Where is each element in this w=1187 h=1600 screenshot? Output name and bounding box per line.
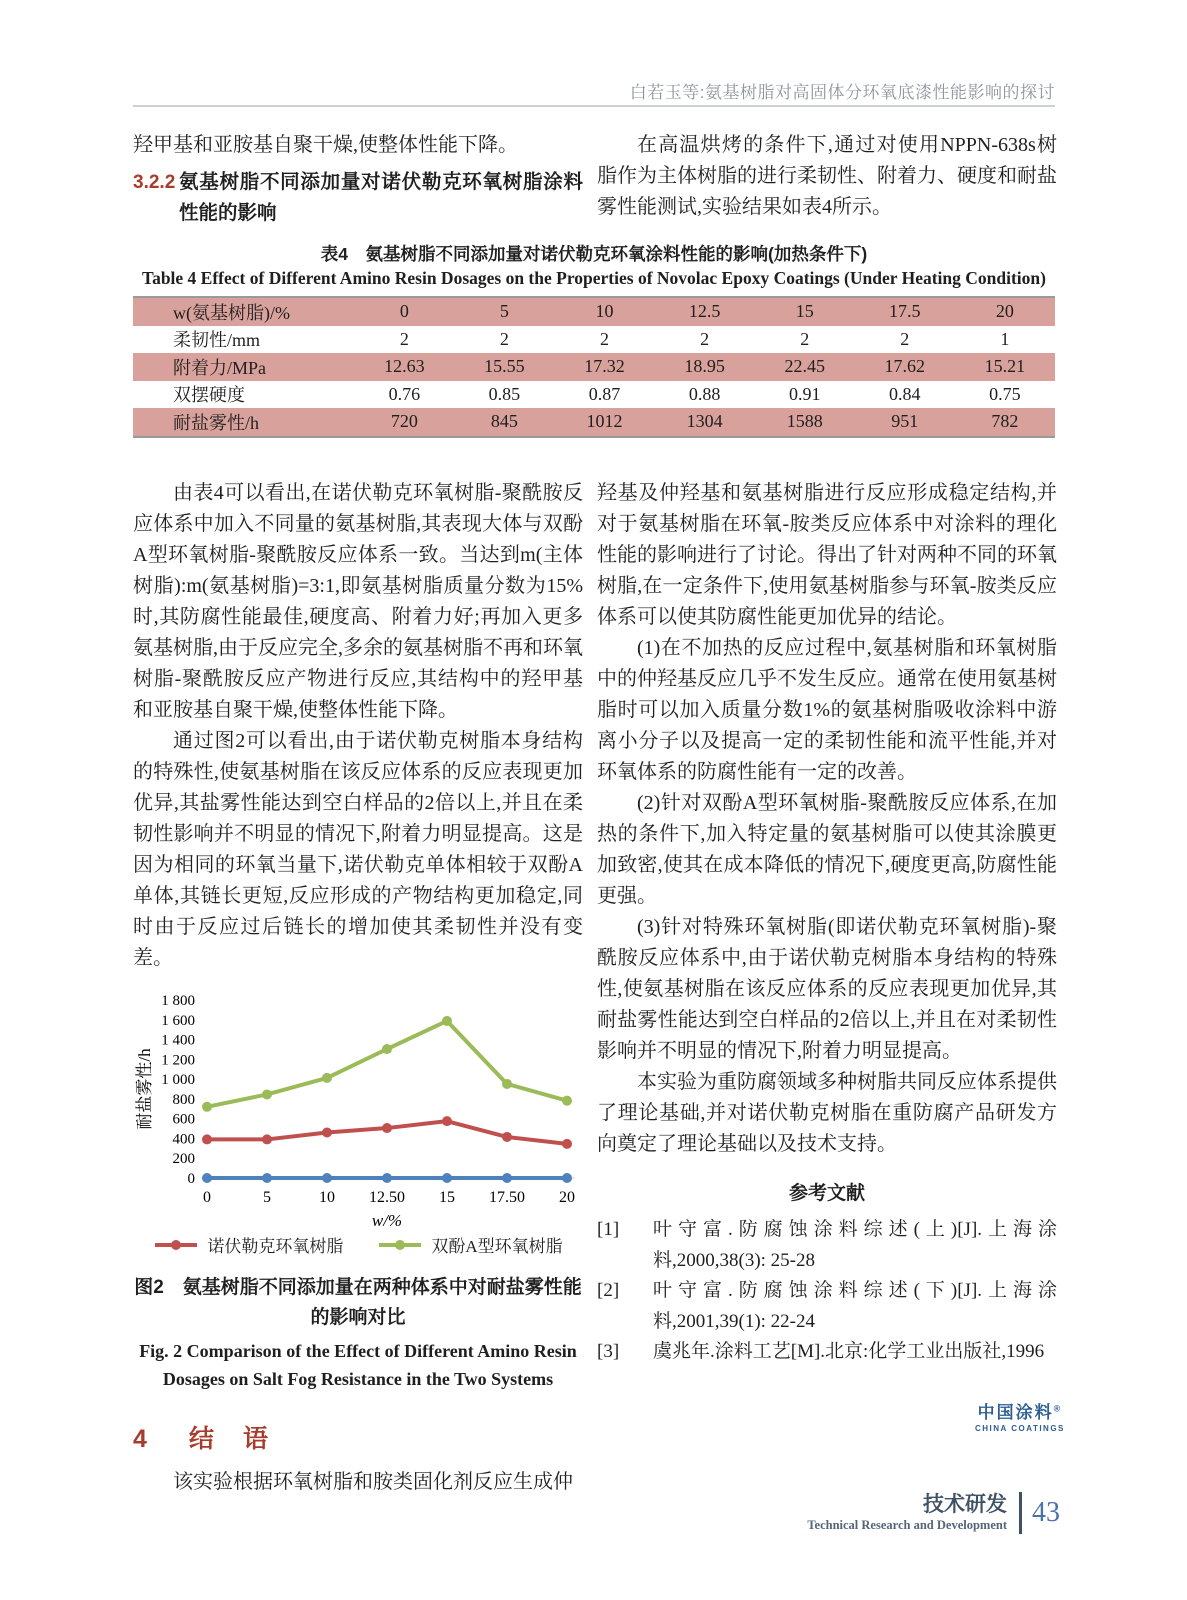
x-tick-label: 17.50 <box>489 1189 525 1206</box>
x-tick-label: 0 <box>203 1189 211 1206</box>
footer-section-zh: 技术研发 <box>923 1493 1007 1516</box>
table-cell: 2 <box>499 328 509 349</box>
table-cell: 12.63 <box>384 356 425 377</box>
table-cell: 0.87 <box>588 383 621 404</box>
table-cell: 951 <box>891 411 919 432</box>
row-label: 柔韧性/mm <box>173 330 261 351</box>
reference-text: 叶守富.防腐蚀涂料综述(上)[J].上海涂料,2000,38(3): 25-28 <box>653 1219 1057 1271</box>
legend-marker-icon <box>377 1239 423 1251</box>
data-point <box>382 1123 392 1133</box>
reference-number: [1] <box>597 1219 620 1240</box>
x-axis-label: w/% <box>371 1211 403 1230</box>
y-tick-label: 600 <box>172 1111 195 1128</box>
reference-item <box>597 1337 1057 1368</box>
section-title: 结 语 <box>189 1425 271 1453</box>
section-number: 4 <box>133 1425 147 1453</box>
table-cell: 1012 <box>586 411 623 432</box>
data-point <box>382 1173 392 1183</box>
data-point <box>502 1132 512 1142</box>
data-point <box>562 1096 572 1106</box>
data-point <box>322 1173 332 1183</box>
data-point <box>322 1073 332 1083</box>
reference-number: [2] <box>597 1280 620 1301</box>
data-point <box>202 1102 212 1112</box>
table-cell: 15.55 <box>484 356 525 377</box>
row-label: 双摆硬度 <box>173 385 245 406</box>
data-point <box>262 1089 272 1099</box>
table-4 <box>133 296 1055 438</box>
table-cell: 22.45 <box>784 356 825 377</box>
body-paragraph: 该实验根据环氧树脂和胺类固化剂反应生成仲 <box>173 1471 573 1493</box>
data-point <box>262 1134 272 1144</box>
right-column <box>597 478 1057 1368</box>
table-cell: 0.85 <box>488 383 521 404</box>
logo-text-zh: 中国涂料® <box>977 1403 1063 1422</box>
body-paragraph: 通过图2可以看出,由于诺伏勒克树脂本身结构的特殊性,使氨基树脂在该反应体系的反应表现更加优异,其盐雾性能达到空白样品的2倍以上,并且在柔韧性影响并不明显的情况下,附着力明显提高。这是因为相同的环氧当量下,诺伏勒克单体相较于双酚A单体,其链长更短,反应形成的产物结构更加稳定,同时由于反应过后链长的增加使其柔韧性并没有变差。 <box>133 730 583 969</box>
series-line <box>207 1021 567 1107</box>
footer-column-name <box>807 1493 1007 1533</box>
table-cell: 0 <box>399 301 409 322</box>
reference-text: 叶守富.防腐蚀涂料综述(下)[J].上海涂料,2001,39(1): 22-24 <box>653 1280 1057 1332</box>
y-tick-label: 800 <box>172 1091 195 1108</box>
y-tick-label: 200 <box>172 1151 195 1168</box>
table-cell: 17.5 <box>889 301 921 322</box>
table-cell: 845 <box>490 411 518 432</box>
references-heading: 参考文献 <box>788 1183 865 1204</box>
data-point <box>442 1016 452 1026</box>
left-column <box>133 478 583 1498</box>
table-cell: 2 <box>800 328 810 349</box>
chart-legend <box>133 1232 583 1257</box>
table-cell: 5 <box>499 301 509 322</box>
reference-number: [3] <box>597 1341 620 1362</box>
y-tick-label: 1 600 <box>161 1012 195 1029</box>
table-caption-zh: 表4 氨基树脂不同添加量对诺伏勒克环氧涂料性能的影响(加热条件下) <box>320 244 868 264</box>
row-label: 耐盐雾性/h <box>173 412 260 433</box>
table-cell: 0.75 <box>989 383 1021 404</box>
table-cell: 15.21 <box>984 356 1026 377</box>
section-heading-4 <box>133 1419 583 1455</box>
legend-item <box>153 1232 343 1257</box>
y-axis-label: 耐盐雾性/h <box>135 1048 154 1130</box>
table-cell: 17.32 <box>584 356 625 377</box>
table-cell: 2 <box>600 328 609 349</box>
x-tick-label: 5 <box>263 1189 271 1206</box>
y-tick-label: 1 000 <box>161 1072 195 1089</box>
y-tick-label: 1 200 <box>161 1052 195 1069</box>
x-tick-label: 12.50 <box>369 1189 405 1206</box>
body-paragraph: 由表4可以看出,在诺伏勒克环氧树脂-聚酰胺反应体系中加入不同量的氨基树脂,其表现大体与双酚A型环氧树脂-聚酰胺反应体系一致。当达到m(主体树脂):m(氨基树脂)=3:1,即氨基树脂质量分数为15%时,其防腐性能最佳,硬度高、附着力好;再加入更多氨基树脂,由于反应完全,多余的氨基树脂不再和环氧树脂-聚酰胺反应产物进行反应,其结构中的羟甲基和亚胺基自聚干燥,使整体性能下降。 <box>133 482 583 721</box>
data-point <box>262 1173 272 1183</box>
table-row <box>133 297 1055 326</box>
legend-label: 诺伏勒克环氧树脂 <box>207 1237 344 1256</box>
data-point <box>502 1173 512 1183</box>
table-cell: 1 <box>1000 328 1010 349</box>
y-tick-label: 400 <box>172 1131 195 1148</box>
legend-label: 双酚A型环氧树脂 <box>431 1237 563 1256</box>
table-cell: 20 <box>995 301 1014 322</box>
body-paragraph: 羟甲基和亚胺基自聚干燥,使整体性能下降。 <box>133 134 518 156</box>
page-footer <box>807 1492 1060 1534</box>
table-cell: 12.5 <box>688 301 721 322</box>
logo-text-en: CHINA COATINGS <box>975 1424 1065 1433</box>
body-paragraph: 在高温烘烤的条件下,通过对使用NPPN-638s树脂作为主体树脂的进行柔韧性、附着力、硬度和耐盐雾性能测试,实验结果如表4所示。 <box>597 134 1057 218</box>
table-cell: 0.84 <box>889 383 921 404</box>
table-caption-en: Table 4 Effect of Different Amino Resin Dosages on the Properties of Novolac Epoxy Coatings (Under Heating Condition) <box>142 268 1046 288</box>
x-tick-label: 20 <box>559 1189 575 1206</box>
table-cell: 720 <box>390 411 418 432</box>
reference-item <box>597 1276 1057 1337</box>
table-cell: 0.76 <box>388 383 421 404</box>
data-point <box>562 1139 572 1149</box>
table-cell: 17.62 <box>884 356 926 377</box>
running-head: 白若玉等:氨基树脂对高固体分环氧底漆性能影响的探讨 <box>629 83 1055 102</box>
legend-marker-icon <box>153 1239 199 1251</box>
header-rule <box>133 105 1055 107</box>
section-number: 3.2.2 <box>133 172 176 193</box>
table-cell: 1588 <box>786 411 823 432</box>
table-cell: 18.95 <box>684 356 725 377</box>
body-paragraph: (2)针对双酚A型环氧树脂-聚酰胺反应体系,在加热的条件下,加入特定量的氨基树脂可以使其涂膜更加致密,使其在成本降低的情况下,硬度更高,防腐性能更强。 <box>597 792 1057 907</box>
table-cell: 15 <box>795 301 814 322</box>
table-cell: 2 <box>900 328 910 349</box>
x-tick-label: 15 <box>439 1189 455 1206</box>
legend-item <box>377 1232 562 1257</box>
china-coatings-logo <box>975 1398 1065 1433</box>
row-label: 附着力/MPa <box>173 357 267 378</box>
data-point <box>502 1079 512 1089</box>
y-tick-label: 0 <box>187 1171 195 1187</box>
reference-text: 虞兆年.涂料工艺[M].北京:化学工业出版社,1996 <box>653 1341 1045 1362</box>
table-body <box>133 297 1055 437</box>
section-title: 氨基树脂不同添加量对诺伏勒克环氧树脂涂料性能的影响 <box>179 171 583 224</box>
reference-item <box>597 1215 1057 1276</box>
table-row <box>133 381 1055 409</box>
registered-mark: ® <box>1053 1403 1063 1414</box>
y-tick-label: 1 800 <box>161 993 195 1009</box>
table-cell: 0.91 <box>788 383 821 404</box>
section-heading-322 <box>133 167 583 229</box>
figure-2 <box>133 982 583 1257</box>
table-cell: 782 <box>991 411 1019 432</box>
table-row <box>133 353 1055 381</box>
data-point <box>382 1044 392 1054</box>
body-paragraph: 本实验为重防腐领域多种树脂共同反应体系提供了理论基础,并对诺伏勒克树脂在重防腐产品研发方向奠定了理论基础以及技术支持。 <box>597 1071 1057 1155</box>
table-cell: 1304 <box>686 411 723 432</box>
reference-list <box>597 1215 1057 1368</box>
body-paragraph: (1)在不加热的反应过程中,氨基树脂和环氧树脂中的仲羟基反应几乎不发生反应。通常在使用氨基树脂时可以加入质量分数1%的氨基树脂吸收涂料中游离小分子以及提高一定的柔韧性能和流平性能,并对环氧体系的防腐性能有一定的改善。 <box>597 637 1057 783</box>
footer-divider <box>1019 1492 1022 1534</box>
data-point <box>562 1173 572 1183</box>
table-cell: 10 <box>595 301 614 322</box>
top-left-column <box>133 130 583 229</box>
data-point <box>322 1128 332 1138</box>
table-row <box>133 326 1055 354</box>
top-right-column <box>597 130 1057 223</box>
data-point <box>442 1116 452 1126</box>
y-tick-label: 1 400 <box>161 1032 195 1049</box>
figure-caption-en: Fig. 2 Comparison of the Effect of Different Amino Resin Dosages on Salt Fog Resistance in the Two Systems <box>139 1341 577 1389</box>
table-cell: 0.88 <box>688 383 721 404</box>
body-paragraph: 羟基及仲羟基和氨基树脂进行反应形成稳定结构,并对于氨基树脂在环氧-胺类反应体系中对涂料的理化性能的影响进行了讨论。得出了针对两种不同的环氧树脂,在一定条件下,使用氨基树脂参与环氧-胺类反应体系可以使其防腐性能更加优异的结论。 <box>597 482 1057 628</box>
salt-fog-chart <box>133 982 583 1230</box>
table-row <box>133 408 1055 437</box>
data-point <box>202 1173 212 1183</box>
data-point <box>202 1134 212 1144</box>
table-cell: 2 <box>399 328 409 349</box>
page-number: 43 <box>1032 1497 1060 1528</box>
body-paragraph: (3)针对特殊环氧树脂(即诺伏勒克环氧树脂)-聚酰胺反应体系中,由于诺伏勒克树脂本身结构的特殊性,使氨基树脂在该反应体系的反应表现更加优异,其耐盐雾性能达到空白样品的2倍以上,并且在对柔韧性影响并不明显的情况下,附着力明显提高。 <box>597 916 1057 1062</box>
x-tick-label: 10 <box>319 1189 335 1206</box>
footer-section-en: Technical Research and Development <box>807 1518 1007 1532</box>
row-label: w(氨基树脂)/% <box>173 302 290 323</box>
data-point <box>442 1173 452 1183</box>
table-cell: 2 <box>700 328 710 349</box>
figure-caption-zh: 图2 氨基树脂不同添加量在两种体系中对耐盐雾性能的影响对比 <box>134 1277 582 1328</box>
